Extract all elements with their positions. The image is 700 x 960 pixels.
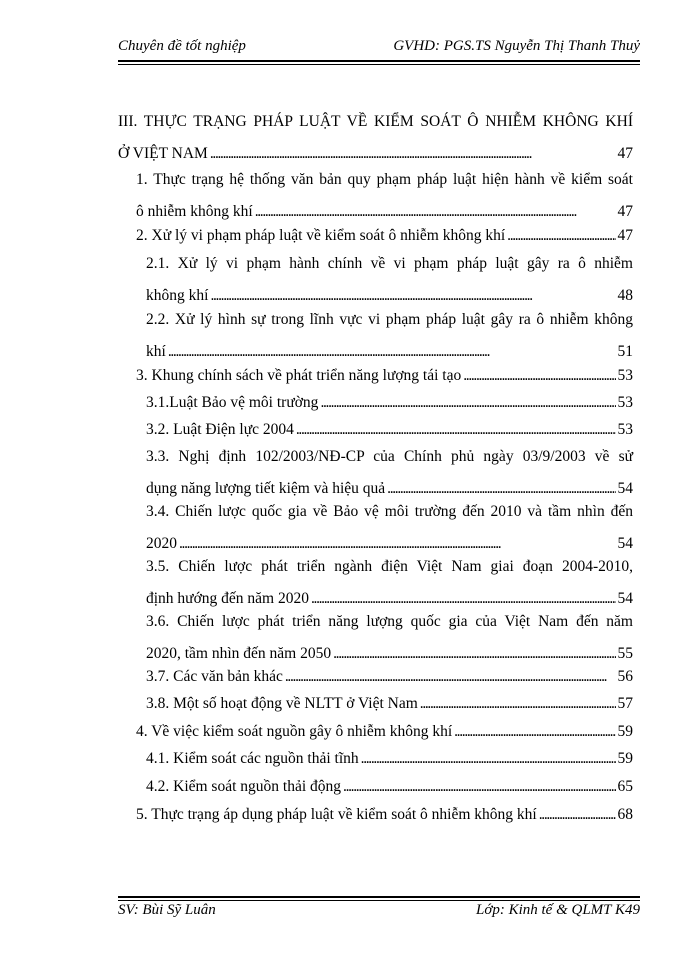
- toc-entry-title: 3.3. Nghị định 102/2003/NĐ-CP của Chính phủ ngày 03/9/2003 về sử: [146, 448, 633, 465]
- toc-entry-5[interactable]: [118, 801, 633, 828]
- toc-entry-title-cont: định hướng đến năm 2020: [146, 590, 309, 607]
- footer-divider: [118, 896, 640, 901]
- toc-entry-3-6[interactable]: [118, 608, 633, 667]
- toc-entry-title-cont: không khí: [146, 287, 209, 304]
- toc-entry-title-cont: ô nhiễm không khí: [136, 203, 253, 220]
- toc-entry-title: 5. Thực trạng áp dụng pháp luật về kiểm soát ô nhiễm không khí: [136, 806, 537, 823]
- toc-page-number: 51: [617, 343, 633, 360]
- header-advisor: GVHD: PGS.TS Nguyễn Thị Thanh Thuỷ: [393, 38, 640, 54]
- toc-page-number: 54: [617, 590, 633, 607]
- toc-entry-title: 3.1.Luật Bảo vệ môi trường: [146, 394, 319, 411]
- toc-entry-4-2[interactable]: [118, 773, 633, 800]
- toc-entry-3[interactable]: [118, 362, 633, 389]
- dot-leader: [343, 773, 615, 800]
- toc-page-number: 56: [617, 668, 633, 685]
- toc-entry-1[interactable]: [118, 166, 633, 225]
- toc-entry-title: 4.2. Kiểm soát nguồn thải động: [146, 778, 342, 795]
- toc-entry-title: 2. Xử lý vi phạm pháp luật về kiểm soát ô nhiễm không khí: [136, 227, 506, 244]
- toc-entry-title-cont: 2020, tầm nhìn đến năm 2050: [146, 645, 332, 662]
- toc-entry-3-8[interactable]: [118, 690, 633, 717]
- toc-page-number: 59: [617, 723, 633, 740]
- footer-class: Lớp: Kinh tế & QLMT K49: [475, 902, 640, 918]
- toc-entry-title: 2.1. Xử lý vi phạm hành chính về vi phạm pháp luật gây ra ô nhiễm: [146, 255, 633, 272]
- dot-leader: [507, 222, 615, 249]
- page-header: [118, 38, 640, 55]
- toc-page-number: 53: [617, 394, 633, 411]
- toc-entry-title: III. THỰC TRẠNG PHÁP LUẬT VỀ KIỂM SOÁT Ô NHIỄM KHÔNG KHÍ: [118, 113, 633, 130]
- dot-leader: [168, 338, 616, 365]
- header-title: Chuyên đề tốt nghiệp: [118, 38, 246, 54]
- toc-page-number: 68: [617, 806, 633, 823]
- dot-leader: [539, 801, 616, 828]
- dot-leader: [420, 690, 616, 717]
- toc-page-number: 54: [617, 535, 633, 552]
- toc-page-number: 53: [617, 367, 633, 384]
- header-divider: [118, 60, 640, 65]
- dot-leader: [210, 282, 615, 309]
- toc-entry-title: 3.6. Chiến lược phát triển năng lượng quốc gia của Việt Nam đến năm: [146, 613, 633, 630]
- toc-entry-2[interactable]: [118, 222, 633, 249]
- dot-leader: [255, 198, 616, 225]
- toc-entry-title: 4.1. Kiểm soát các nguồn thải tĩnh: [146, 750, 359, 767]
- toc-page-number: 48: [617, 287, 633, 304]
- toc-page-number: 47: [617, 203, 633, 220]
- dot-leader: [285, 663, 616, 690]
- toc-entry-title: 3.7. Các văn bản khác: [146, 668, 283, 685]
- toc-entry-3-3[interactable]: [118, 443, 633, 502]
- toc-entry-title: 3.2. Luật Điện lực 2004: [146, 421, 294, 438]
- toc-entry-title: 3.8. Một số hoạt động về NLTT ở Việt Nam: [146, 695, 418, 712]
- toc-entry-3-4[interactable]: [118, 498, 633, 557]
- toc-entry-title: 1. Thực trạng hệ thống văn bản quy phạm pháp luật hiện hành về kiểm soát: [136, 171, 633, 188]
- toc-page-number: 55: [617, 645, 633, 662]
- toc-page-number: 47: [617, 227, 633, 244]
- page-footer: [118, 902, 640, 919]
- dot-leader: [454, 718, 615, 745]
- toc-page-number: 59: [617, 750, 633, 767]
- toc-entry-2-2[interactable]: [118, 306, 633, 365]
- toc-entry-title-cont: dụng năng lượng tiết kiệm và hiệu quả: [146, 480, 386, 497]
- toc-entry-2-1[interactable]: [118, 250, 633, 309]
- toc-entry-3-2[interactable]: [118, 416, 633, 443]
- toc-page-number: 47: [617, 145, 633, 162]
- toc-entry-title-cont: Ở VIỆT NAM: [118, 145, 208, 162]
- dot-leader: [210, 140, 616, 167]
- dot-leader: [296, 416, 616, 443]
- toc-page-number: 53: [617, 421, 633, 438]
- toc-entry-title-cont: khí: [146, 343, 166, 360]
- toc-entry-title: 3.4. Chiến lược quốc gia về Bảo vệ môi trường đến 2010 và tầm nhìn đến: [146, 503, 633, 520]
- dot-leader: [361, 745, 616, 772]
- toc-page-number: 54: [617, 480, 633, 497]
- dot-leader: [320, 389, 615, 416]
- toc-entry-3-7[interactable]: [118, 663, 633, 690]
- toc-entry-4[interactable]: [118, 718, 633, 745]
- toc-entry-4-1[interactable]: [118, 745, 633, 772]
- toc-page-number: 65: [617, 778, 633, 795]
- toc-entry-3-1[interactable]: [118, 389, 633, 416]
- toc-page-number: 57: [617, 695, 633, 712]
- toc-entry-3-5[interactable]: [118, 553, 633, 612]
- toc-entry-section-iii[interactable]: [118, 108, 633, 167]
- toc-entry-title-cont: 2020: [146, 535, 177, 552]
- dot-leader: [463, 362, 615, 389]
- toc-entry-title: 3. Khung chính sách về phát triển năng lượng tái tạo: [136, 367, 462, 384]
- toc-entry-title: 2.2. Xử lý hình sự trong lĩnh vực vi phạm pháp luật gây ra ô nhiễm không: [146, 311, 633, 328]
- footer-student: SV: Bùi Sỹ Luân: [118, 902, 216, 918]
- toc-entry-title: 4. Về việc kiểm soát nguồn gây ô nhiễm không khí: [136, 723, 453, 740]
- toc-entry-title: 3.5. Chiến lược phát triển ngành điện Việt Nam giai đoạn 2004-2010,: [146, 558, 633, 575]
